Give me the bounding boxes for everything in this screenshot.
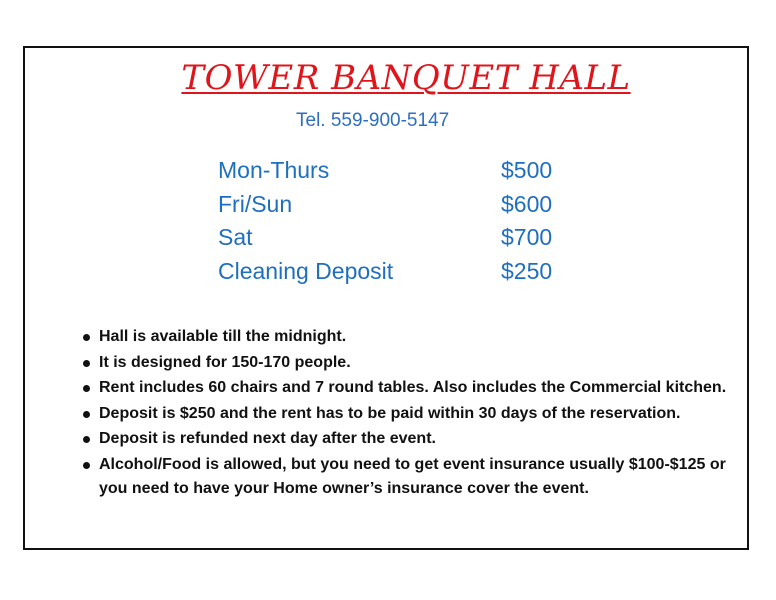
phone-number: Tel. 559-900-5147 [296,110,450,131]
bullet-icon [83,360,90,367]
rate-price: $250 [501,257,553,284]
rate-label: Mon-Thurs [218,157,330,183]
bullet-icon [83,462,90,469]
note-text: Rent includes 60 chairs and 7 round tables. Also includes the Commercial kitchen. [99,379,727,396]
rate-row-fri-sun [218,191,578,225]
notes-list [80,325,730,502]
list-item [80,351,730,375]
list-item [80,376,730,400]
note-text: Deposit is $250 and the rent has to be paid within 30 days of the reservation. [99,404,681,422]
rate-row-sat [218,224,578,258]
rate-label: Sat [218,224,253,250]
note-text: Hall is available till the midnight. [99,328,347,345]
list-item [80,325,730,349]
bullet-icon [83,436,90,443]
rate-price: $600 [501,190,553,217]
rate-price: $700 [501,224,553,250]
note-text: Deposit is refunded next day after the event. [99,430,436,447]
rate-price: $500 [501,157,553,183]
flyer-title: TOWER BANQUET HALL [181,58,631,98]
list-item [80,427,730,451]
list-item [80,453,730,501]
bullet-icon [83,385,90,392]
rate-row-cleaning-deposit [218,258,578,292]
rates-table [218,157,578,291]
note-text: Alcohol/Food is allowed, but you need to get event insurance usually $100-$125 or you need to have your Home owner’s insurance cover the event. [99,455,726,497]
note-text: It is designed for 150-170 people. [99,353,351,371]
rate-label: Fri/Sun [218,190,293,217]
list-item [80,402,730,426]
bullet-icon [83,411,90,418]
rate-row-mon-thurs [218,157,578,191]
bullet-icon [83,334,90,341]
rate-label: Cleaning Deposit [218,257,394,284]
